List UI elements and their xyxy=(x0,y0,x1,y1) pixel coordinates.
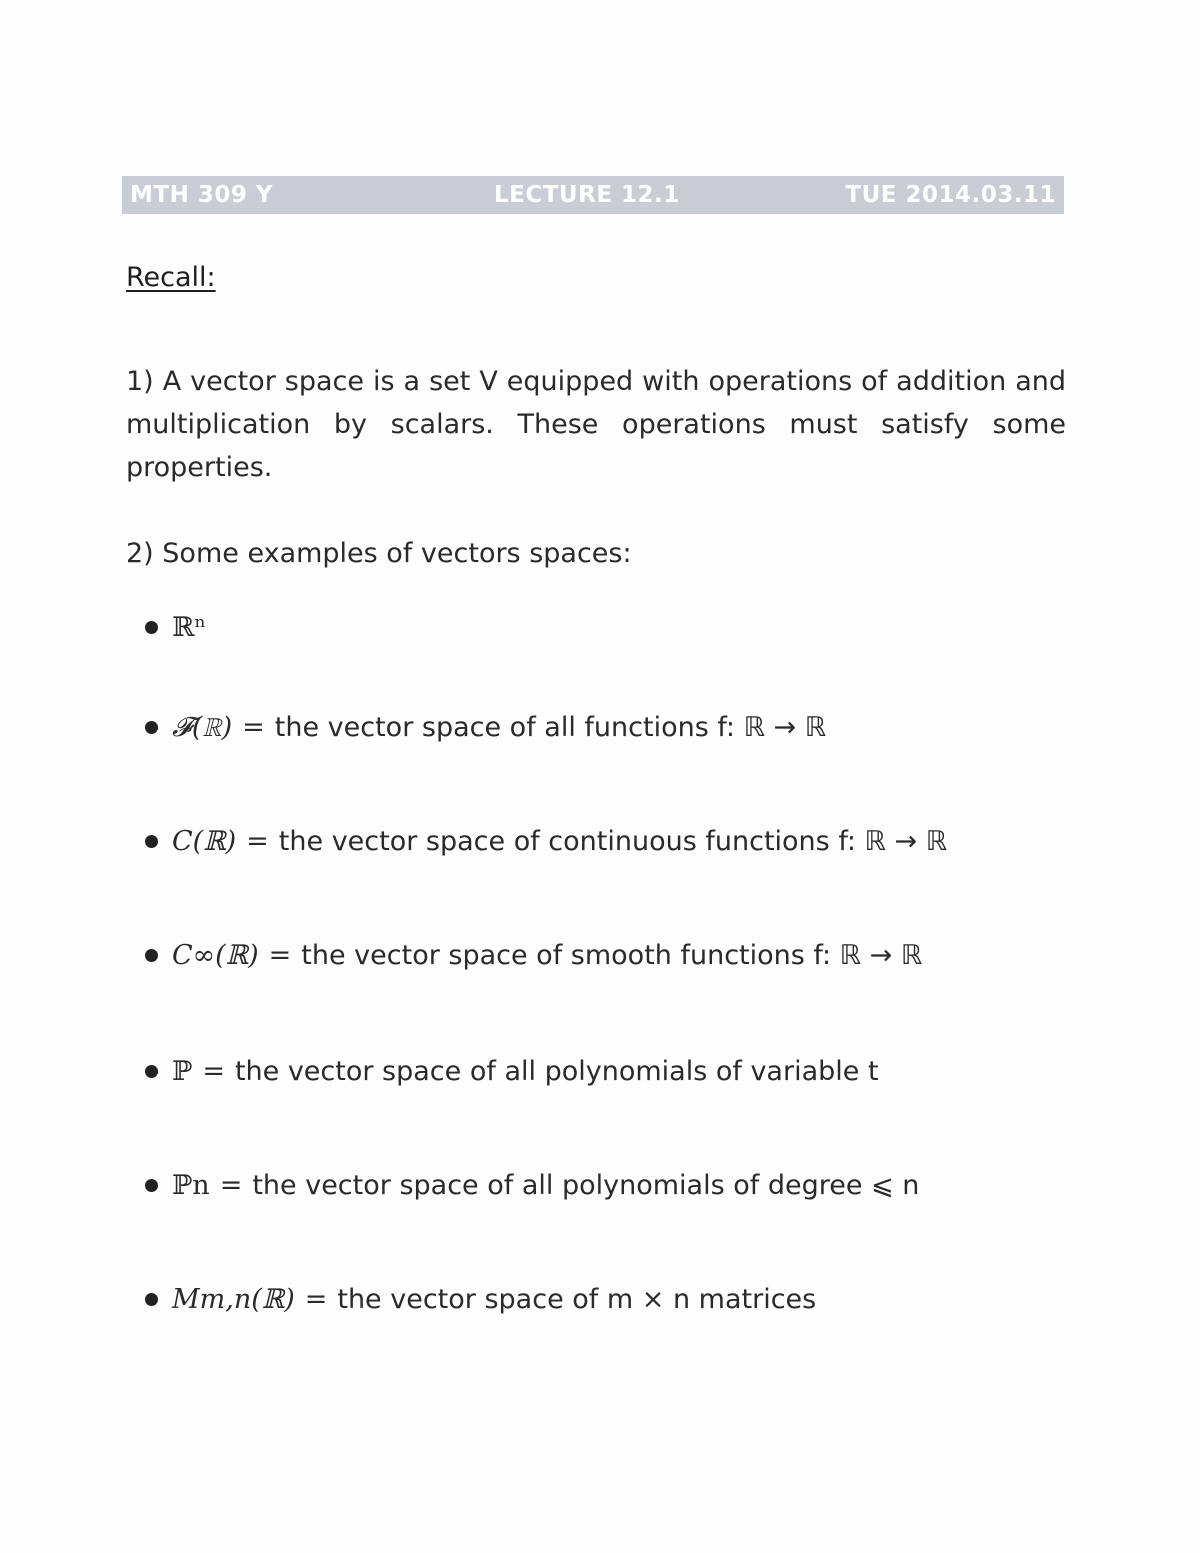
bullet-icon xyxy=(145,1179,158,1192)
point-1-paragraph: 1) A vector space is a set V equipped with operations of addition and multiplication by scalars. These operations must satisfy some properties. xyxy=(126,366,1066,483)
example-item-polynomials xyxy=(145,1056,879,1087)
example-description: the vector space of all polynomials of degree ⩽ n xyxy=(252,1170,920,1201)
example-description: the vector space of continuous functions f: ℝ → ℝ xyxy=(278,826,948,857)
lecture-date: TUE 2014.03.11 xyxy=(845,182,1056,208)
equals-sign: = xyxy=(246,826,269,857)
bullet-icon xyxy=(145,1065,158,1078)
equals-sign: = xyxy=(268,940,292,971)
example-symbol: ℙn xyxy=(172,1170,210,1201)
example-symbol: C(ℝ) xyxy=(172,826,237,857)
example-item-continuous-functions xyxy=(145,826,947,857)
course-code: MTH 309 Y xyxy=(130,182,274,208)
bullet-icon xyxy=(145,1293,158,1306)
bullet-icon xyxy=(145,835,158,848)
example-symbol: Mm,n(ℝ) xyxy=(172,1284,295,1315)
example-item-smooth-functions xyxy=(145,940,922,971)
example-symbol: ℝⁿ xyxy=(172,612,207,643)
example-symbol: C∞(ℝ) xyxy=(172,940,259,971)
bullet-icon xyxy=(145,721,158,734)
example-description: the vector space of smooth functions f: ℝ → ℝ xyxy=(301,940,923,971)
example-item-rn xyxy=(145,612,206,643)
lecture-number: LECTURE 12.1 xyxy=(494,182,680,208)
equals-sign: = xyxy=(304,1284,328,1315)
example-description: the vector space of all functions f: ℝ → ℝ xyxy=(274,712,827,743)
bullet-icon xyxy=(145,621,158,634)
point-2-paragraph: 2) Some examples of vectors spaces: xyxy=(126,538,632,569)
recall-heading: Recall: xyxy=(126,262,216,293)
example-symbol: ℙ xyxy=(172,1056,193,1087)
example-description: the vector space of all polynomials of variable t xyxy=(234,1056,879,1087)
example-item-polynomials-degree-n xyxy=(145,1170,919,1201)
lecture-header-bar xyxy=(122,176,1064,214)
example-symbol: 𝓕(ℝ) xyxy=(172,712,233,743)
example-item-all-functions xyxy=(145,712,826,744)
equals-sign: = xyxy=(242,712,265,743)
equals-sign: = xyxy=(219,1170,243,1201)
example-description: the vector space of m × n matrices xyxy=(337,1284,817,1315)
bullet-icon xyxy=(145,949,158,962)
equals-sign: = xyxy=(202,1056,225,1087)
example-item-matrices xyxy=(145,1284,816,1315)
